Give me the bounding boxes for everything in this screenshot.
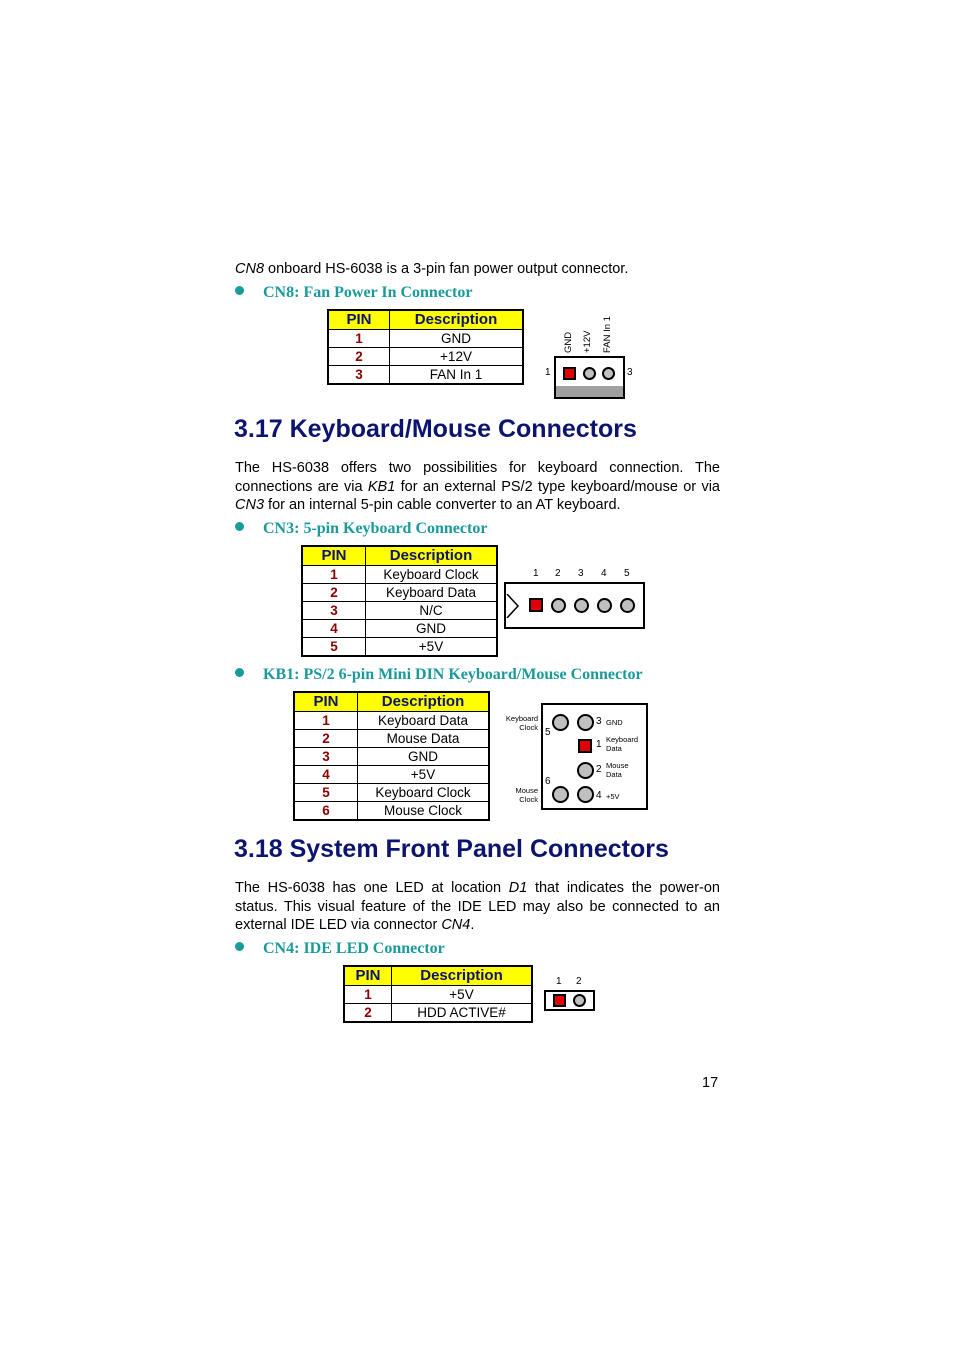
pin-round-icon [597,598,612,613]
kb1-label-mouse-data [606,761,629,779]
kb1-label-kb-data [606,735,638,753]
kb1-table [293,691,490,821]
table-row [294,730,489,748]
table-row [302,584,497,602]
label-line: Keyboard [606,735,639,744]
table-header-description: Description [366,546,498,566]
pin-description: FAN In 1 [390,366,524,385]
kb1-num-6: 6 [545,776,551,787]
table-row [302,602,497,620]
cn3-num: 1 [533,568,539,579]
bullet-dot-icon [235,286,244,295]
pin-number: 2 [294,730,358,748]
bullet-dot-icon [235,522,244,531]
table-row [294,766,489,784]
kb1-label-mouse-clock [499,786,538,804]
pin-round-icon [583,367,596,380]
cn3-num: 5 [624,568,630,579]
kb1-num-2: 2 [596,764,602,775]
pin-description: GND [390,330,524,348]
pin-number: 1 [302,566,366,584]
table-row [328,330,523,348]
kb1-label-5v: +5V [606,792,620,801]
table-row [294,712,489,730]
section-318-title: 3.18 System Front Panel Connectors [234,835,669,863]
cn8-connector-base [556,386,623,397]
pin-description: Keyboard Clock [358,784,490,802]
cn8-label-12v: +12V [582,330,593,353]
pin-number: 6 [294,802,358,821]
table-header-description: Description [358,692,490,712]
table-header-pin: PIN [344,966,392,986]
cn3-ref: CN3 [235,497,265,513]
cn4-heading [235,940,445,958]
pin-description: GND [358,748,490,766]
pin-round-icon [577,762,594,779]
para-text: The HS-6038 offers two possibilities for keyboard connection. The connections are via [235,460,720,495]
pin-number: 1 [344,986,392,1004]
pin-description: Keyboard Data [358,712,490,730]
pin1-square-icon [563,367,576,380]
cn8-heading-text: CN8: Fan Power In Connector [263,284,473,301]
pin-round-icon [552,786,569,803]
table-row [344,986,532,1004]
pin-description: HDD ACTIVE# [392,1004,533,1023]
intro-sentence: onboard HS-6038 is a 3-pin fan power output connector. [264,261,629,277]
pin-description: +5V [392,986,533,1004]
kb1-label-kb-clock [499,714,538,732]
label-line: Clock [519,795,538,804]
cn4-table [343,965,533,1023]
label-line: Mouse [606,761,629,770]
d1-ref: D1 [508,880,528,896]
cn8-table [327,309,524,385]
table-row [328,366,523,385]
section-318-paragraph [235,879,720,935]
para-text: that indicates the power-on status. This visual feature of the IDE LED may also be connected to an external IDE LED via connector [235,880,720,933]
table-row [344,1004,532,1023]
table-header-pin: PIN [294,692,358,712]
page-number: 17 [702,1075,719,1091]
cn3-heading-text: CN3: 5-pin Keyboard Connector [263,520,488,537]
cn8-heading [235,284,472,302]
cn4-heading-text: CN4: IDE LED Connector [263,940,445,957]
pin-round-icon [602,367,615,380]
cn8-num-1: 1 [545,367,551,378]
pin-description: +12V [390,348,524,366]
pin-number: 4 [302,620,366,638]
pin-round-icon [551,598,566,613]
pin-number: 3 [294,748,358,766]
cn3-num: 4 [601,568,607,579]
cn3-num: 2 [555,568,561,579]
pin-round-icon [574,598,589,613]
cn8-ref: CN8 [235,261,265,277]
pin-description: Mouse Data [358,730,490,748]
pin1-square-icon [553,994,566,1007]
cn3-num: 3 [578,568,584,579]
pin-round-icon [577,786,594,803]
pin1-square-icon [578,739,592,753]
section-317-title: 3.17 Keyboard/Mouse Connectors [234,415,637,443]
table-row [328,348,523,366]
table-row [302,620,497,638]
cn4-num: 2 [576,976,582,987]
pin-round-icon [620,598,635,613]
kb1-num-1: 1 [596,739,602,750]
table-row [294,802,489,821]
table-header-pin: PIN [302,546,366,566]
pin-number: 3 [328,366,390,385]
pin1-square-icon [529,598,543,612]
label-line: Mouse [515,786,538,795]
pin-number: 2 [302,584,366,602]
label-line: Clock [519,723,538,732]
key-notch-icon [506,594,520,618]
pin-number: 2 [328,348,390,366]
kb1-num-5: 5 [545,727,551,738]
cn3-table [301,545,498,657]
pin-description: Keyboard Clock [366,566,498,584]
kb1-num-4: 4 [596,790,602,801]
kb1-ref: KB1 [367,478,396,495]
para-text: The HS-6038 has one LED at location [235,880,509,896]
pin-number: 4 [294,766,358,784]
cn8-label-gnd: GND [563,331,574,353]
cn4-connector-body [544,990,595,1011]
pin-round-icon [552,714,569,731]
label-line: Data [606,744,622,753]
table-row [302,638,497,657]
section-317-paragraph [235,459,720,515]
table-row [302,566,497,584]
table-header-pin: PIN [328,310,390,330]
pin-number: 1 [328,330,390,348]
pin-description: +5V [358,766,490,784]
pin-round-icon [577,714,594,731]
cn4-ref: CN4 [441,917,471,933]
table-row [294,748,489,766]
cn4-num: 1 [556,976,562,987]
cn3-heading [235,520,487,538]
kb1-num-3: 3 [596,716,602,727]
pin-description: N/C [366,602,498,620]
pin-number: 2 [344,1004,392,1023]
kb1-label-gnd: GND [606,718,623,727]
intro-text [235,260,720,279]
pin-description: Mouse Clock [358,802,490,821]
kb1-heading-text: KB1: PS/2 6-pin Mini DIN Keyboard/Mouse Connector [263,666,643,683]
table-row [294,784,489,802]
bullet-dot-icon [235,942,244,951]
pin-description: +5V [366,638,498,657]
para-text: . [470,917,475,933]
cn8-num-3: 3 [627,367,633,378]
pin-number: 3 [302,602,366,620]
pin-number: 5 [302,638,366,657]
table-header-description: Description [392,966,533,986]
kb1-heading [235,666,643,684]
table-header-description: Description [390,310,524,330]
pin-round-icon [573,994,586,1007]
label-line: Keyboard [505,714,538,723]
pin-number: 1 [294,712,358,730]
label-line: Data [606,770,622,779]
para-text: for an internal 5-pin cable converter to an AT keyboard. [264,497,621,513]
para-text: for an external PS/2 type keyboard/mouse or via [395,478,720,495]
pin-number: 5 [294,784,358,802]
pin-description: GND [366,620,498,638]
bullet-dot-icon [235,668,244,677]
pin-description: Keyboard Data [366,584,498,602]
cn8-label-fan: FAN In 1 [602,316,613,353]
